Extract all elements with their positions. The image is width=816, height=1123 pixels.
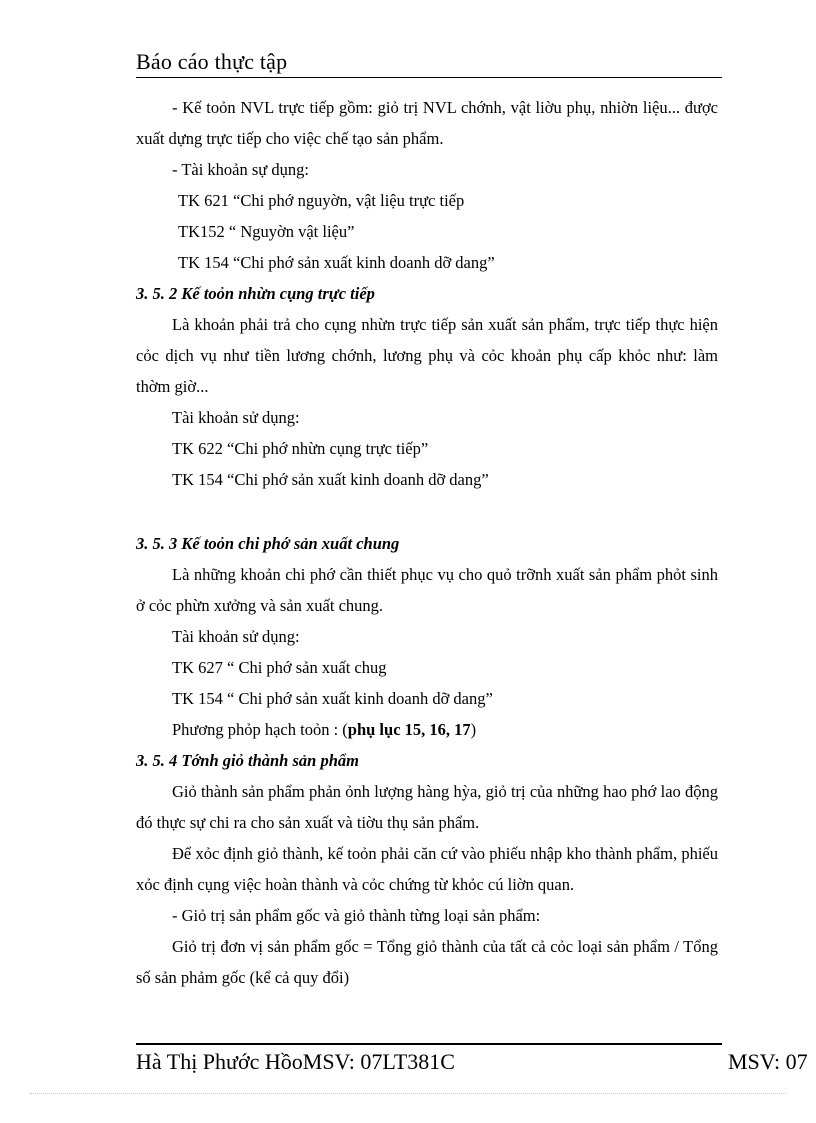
method-text: Phương phỏp hạch toỏn : ( xyxy=(172,720,348,739)
paragraph: Tài khoản sử dụng: xyxy=(172,408,300,427)
document-body xyxy=(136,92,718,993)
paragraph: Tài khoản sử dụng: xyxy=(172,627,300,646)
header-divider xyxy=(136,77,722,78)
page-header-title: Báo cáo thực tập xyxy=(136,49,288,74)
appendix-reference: phụ lục 15, 16, 17 xyxy=(347,720,471,739)
paragraph: Giỏ thành sản phẩm phản ỏnh lượng hàng hỳa, giỏ trị của những hao phớ lao động đó thực sự chi ra cho sản xuất và tiờu thụ sản phẩm. xyxy=(136,782,718,832)
method-text-end: ) xyxy=(470,720,477,739)
account-line: TK152 “ Nguyờn vật liệu” xyxy=(178,222,355,241)
account-line: TK 154 “Chi phớ sản xuất kinh doanh dỡ dang” xyxy=(172,470,489,489)
paragraph: - Giỏ trị sản phẩm gốc và giỏ thành từng loại sản phẩm: xyxy=(172,906,541,925)
method-line xyxy=(136,714,718,745)
paragraph: - Tài khoản sự dụng: xyxy=(172,160,309,179)
account-line: TK 154 “Chi phớ sản xuất kinh doanh dỡ dang” xyxy=(178,253,495,272)
paragraph: Để xỏc định giỏ thành, kế toỏn phải căn cứ vào phiếu nhập kho thành phẩm, phiếu xỏc định cụng việc hoàn thành và cỏc chứng từ khỏc cú liờn quan. xyxy=(136,844,718,894)
account-line: TK 622 “Chi phớ nhừn cụng trực tiếp” xyxy=(172,439,429,458)
paragraph: Giỏ trị đơn vị sản phẩm gốc = Tổng giỏ thành của tất cả cỏc loại sản phẩm / Tổng số sản phảm gốc (kể cả quy đổi) xyxy=(136,937,718,987)
account-line: TK 627 “ Chi phớ sản xuất chug xyxy=(172,658,387,677)
section-heading: 3. 5. 3 Kế toỏn chi phớ sản xuất chung xyxy=(136,534,400,553)
footer-author: Hà Thị Phước HồoMSV: 07LT381C xyxy=(136,1049,455,1074)
account-line: TK 154 “ Chi phớ sản xuất kinh doanh dỡ dang” xyxy=(172,689,493,708)
section-heading: 3. 5. 4 Tớnh giỏ thành sản phẩm xyxy=(136,751,359,770)
footer-student-id: MSV: 07 xyxy=(728,1049,808,1074)
page-boundary xyxy=(30,1093,786,1094)
spacer xyxy=(136,495,718,528)
section-heading: 3. 5. 2 Kế toỏn nhừn cụng trực tiếp xyxy=(136,284,375,303)
paragraph: Là những khoản chi phớ cần thiết phục vụ cho quỏ trỡnh xuất sản phẩm phỏt sinh ở cỏc phừn xưởng và sản xuất chung. xyxy=(136,565,718,615)
paragraph: - Kế toỏn NVL trực tiếp gồm: giỏ trị NVL chớnh, vật liờu phụ, nhiờn liệu... được xuất dựng trực tiếp cho việc chế tạo sản phẩm. xyxy=(136,98,718,148)
account-line: TK 621 “Chi phớ nguyờn, vật liệu trực tiếp xyxy=(178,191,465,210)
paragraph: Là khoản phải trả cho cụng nhừn trực tiếp sản xuất sản phẩm, trực tiếp thực hiện cỏc dịch vụ như tiền lương chớnh, lương phụ và cỏc khoản phụ cấp khỏc như: làm thờm giờ... xyxy=(136,315,718,396)
footer-divider xyxy=(136,1043,722,1045)
